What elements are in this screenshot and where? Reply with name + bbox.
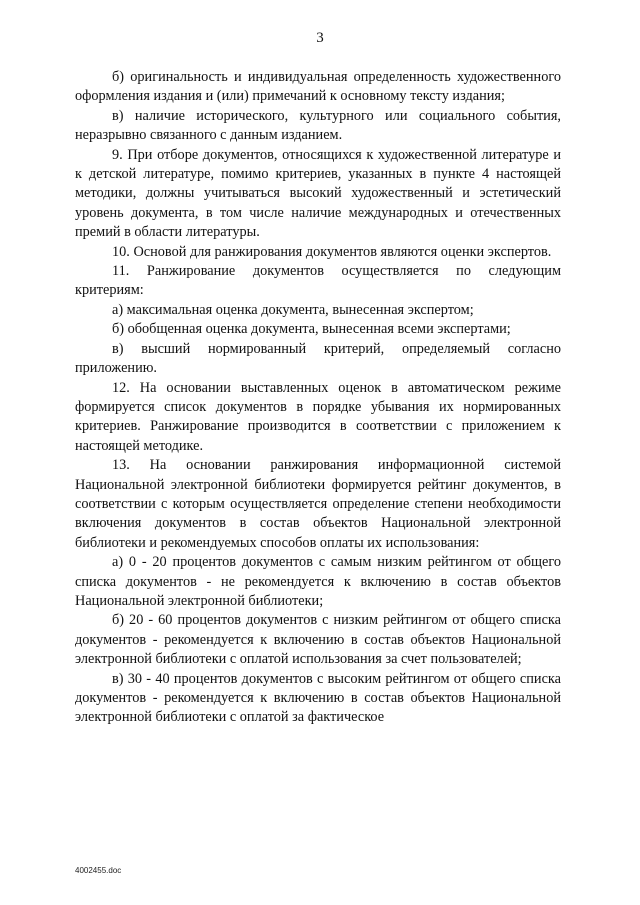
paragraph-10: 10. Основой для ранжирования документов являются оценки экспертов. [112,243,552,260]
paragraph-13: 13. На основании ранжирования информационной системой Национальной электронной библиотеки формируется рейтинг документов, в соответствии с которым осуществляется определение степени необходимости включения документов в состав объектов Национальной электронной библиотеки и рекомендуемых способов оплаты их использования: [75,457,561,551]
paragraph-9: 9. При отборе документов, относящихся к художественной литературе и к детской литературе, помимо критериев, указанных в пункте 4 настоящей методики, должны учитываться высокий художественный и эстетический уровень документа, в том числе наличие международных и отечественных премий в области литературы. [75,146,561,241]
paragraph-13-v: в) 30 - 40 процентов документов с высоким рейтингом от общего списка документов - рекомендуется к включению в состав объектов Национальной электронной библиотеки с оплатой за фактическое [75,670,561,726]
paragraph-11-a: а) максимальная оценка документа, вынесенная экспертом; [112,301,474,318]
paragraph-11-b: б) обобщенная оценка документа, вынесенная всеми экспертами; [112,321,511,338]
page-number: 3 [316,30,324,46]
file-name-footer: 4002455.doc [75,866,122,875]
document-body [75,68,561,728]
paragraph-11-v: в) высший нормированный критерий, определяемый согласно приложению. [75,340,561,377]
paragraph-12: 12. На основании выставленных оценок в автоматическом режиме формируется список документов в порядке убывания их нормированных критериев. Ранжирование производится в соответствии с приложением к настоящей методике. [75,379,561,454]
paragraph-13-a: а) 0 - 20 процентов документов с самым низким рейтингом от общего списка документов - не рекомендуется к включению в состав объектов Национальной электронной библиотеки; [75,554,561,609]
paragraph-b-originality: б) оригинальность и индивидуальная определенность художественного оформления издания и (или) примечаний к основному тексту издания; [75,69,561,105]
paragraph-11: 11. Ранжирование документов осуществляется по следующим критериям: [75,263,561,299]
paragraph-13-b: б) 20 - 60 процентов документов с низким рейтингом от общего списка документов - рекомендуется к включению в состав объектов Национальной электронной библиотеки с оплатой использования за счет пользователей; [75,612,561,668]
paragraph-v-event: в) наличие исторического, культурного или социального события, неразрывно связанного с данным изданием. [75,107,561,144]
